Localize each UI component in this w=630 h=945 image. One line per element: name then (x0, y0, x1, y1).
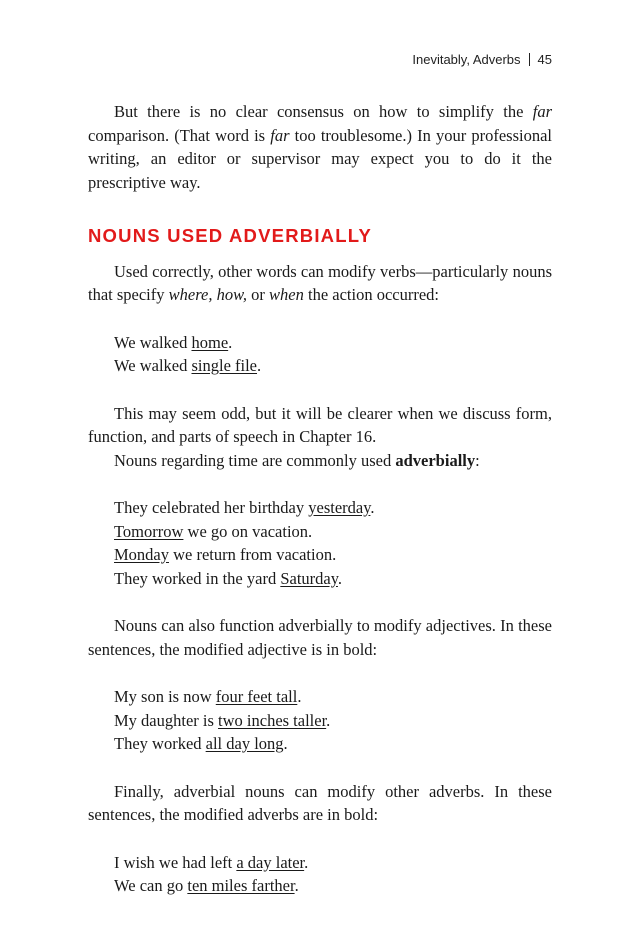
example-list-time (88, 496, 552, 590)
emphasis-where-how: where, how, (168, 285, 248, 304)
example-list-adjectives (88, 685, 552, 756)
bold-adverbially: adverbially (395, 450, 476, 470)
paragraph-intro: Used correctly, other words can modify verbs—particularly nouns that specify where, how, or when the action occurred: (88, 261, 552, 304)
example-line: We can go ten miles farther. (114, 876, 299, 895)
example-list-place (88, 331, 552, 378)
body-text (88, 100, 552, 898)
emphasis-far-2: far (270, 125, 290, 145)
section-title: Inevitably, Adverbs (412, 52, 521, 67)
example-line: Monday we return from vacation. (114, 545, 337, 564)
example-line: We walked home. (114, 332, 233, 352)
section-heading: NOUNS USED ADVERBIALLY (88, 225, 373, 246)
paragraph-far-comparison: But there is no clear consensus on how to simplify the far comparison. (That word is far too troublesome.) In your professional writing, an editor or supervisor may expect you to do it the prescriptive way. (88, 102, 552, 192)
running-header (412, 52, 552, 67)
example-line: They celebrated her birthday yesterday. (114, 498, 375, 517)
example-line: My son is now four feet tall. (114, 687, 302, 706)
example-line: They worked in the yard Saturday. (114, 568, 343, 588)
example-line: Tomorrow we go on vacation. (114, 521, 313, 541)
example-list-adverbs (88, 851, 552, 898)
paragraph-adverbs: Finally, adverbial nouns can modify other adverbs. In these sentences, the modified adverbs are in bold: (88, 781, 552, 824)
example-line: They worked all day long. (114, 734, 288, 753)
paragraph-chapter-note: This may seem odd, but it will be clearer when we discuss form, function, and parts of speech in Chapter 16. (88, 403, 552, 446)
emphasis-far: far (532, 102, 552, 121)
paragraph-time-nouns: Nouns regarding time are commonly used adverbially: (114, 450, 480, 470)
page-number: 45 (537, 52, 552, 67)
header-divider (529, 53, 530, 66)
example-line: We walked single file. (114, 356, 262, 375)
example-line: My daughter is two inches taller. (114, 710, 331, 730)
example-line: I wish we had left a day later. (114, 852, 309, 872)
paragraph-adjectives: Nouns can also function adverbially to modify adjectives. In these sentences, the modified adjective is in bold: (88, 616, 552, 659)
emphasis-when: when (269, 285, 304, 304)
